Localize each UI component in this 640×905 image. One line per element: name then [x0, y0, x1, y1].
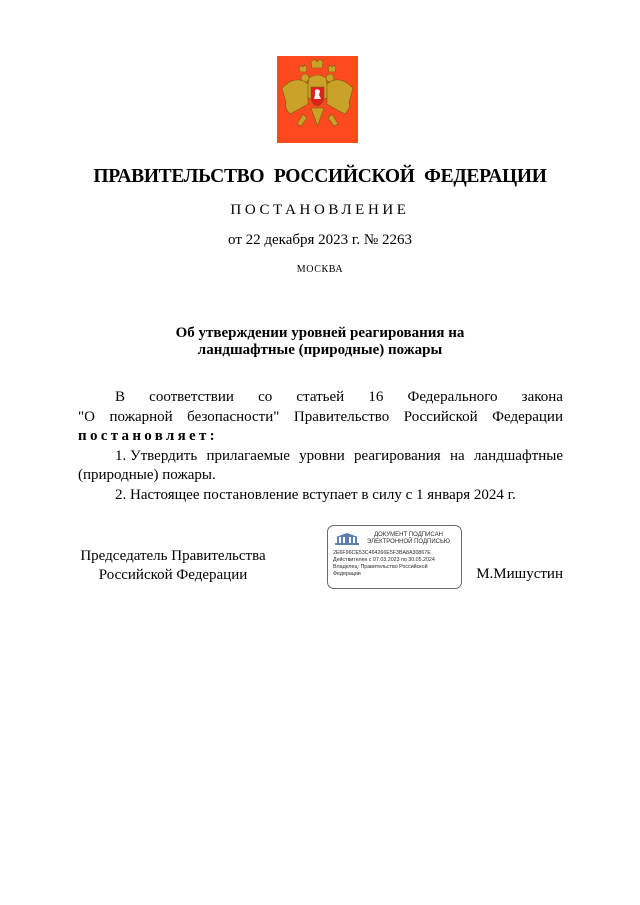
word: пожарной	[109, 408, 173, 425]
word: "О	[78, 408, 95, 425]
russian-coat-of-arms-icon	[277, 56, 358, 143]
word: 1. Утвердить	[115, 447, 198, 464]
word: закона	[521, 389, 563, 405]
word: Федерации	[492, 408, 563, 425]
decree-word: постановляет:	[78, 428, 218, 444]
stamp-header-line-2: ЭЛЕКТРОННОЙ ПОДПИСЬЮ	[367, 539, 450, 545]
word: Федерального	[407, 389, 498, 405]
paragraph-2-line-2: (природные) пожары.	[78, 467, 216, 483]
word: уровни	[299, 447, 345, 464]
paragraph-1-line-2	[78, 408, 563, 428]
stamp-owner-line-1: Владелец: Правительство Российской	[333, 564, 428, 570]
signer-title	[78, 547, 268, 585]
electronic-signature-stamp	[327, 525, 462, 589]
paragraph-1-line-1	[78, 388, 563, 408]
subject-line-2: ландшафтные (природные) пожары	[197, 342, 443, 358]
word: реагирования	[354, 447, 441, 464]
signer-title-line-1: Председатель Правительства	[80, 548, 266, 564]
signer-title-line-2: Российской Федерации	[98, 567, 248, 583]
word: на	[449, 447, 465, 464]
paragraph-2-line-1	[78, 447, 563, 467]
document-city: МОСКВА	[296, 264, 344, 275]
stamp-header	[358, 532, 459, 546]
document-date-number: от 22 декабря 2023 г. № 2263	[228, 232, 412, 248]
subject-line-1: Об утверждении уровней реагирования на	[175, 325, 465, 341]
word: Правительство	[293, 408, 390, 425]
stamp-owner-line-2: Федерации	[333, 571, 361, 577]
word: статьей	[296, 389, 345, 405]
word: Российской	[403, 408, 478, 425]
stamp-validity: Действителен с 07.03.2023 по 30.05.2024	[333, 557, 435, 563]
word: прилагаемые	[206, 447, 290, 464]
word: 16	[368, 389, 384, 405]
government-building-icon	[334, 532, 360, 546]
stamp-certificate: 2E6F96CE53C464266E5F3BA8A30867E	[333, 550, 431, 556]
word: соответствии	[149, 389, 234, 405]
government-title: ПРАВИТЕЛЬСТВО РОССИЙСКОЙ ФЕДЕРАЦИИ	[93, 166, 547, 187]
signer-name: М.Мишустин	[476, 566, 563, 582]
word: со	[258, 389, 273, 405]
word: В	[115, 389, 126, 405]
stamp-header-line-1: ДОКУМЕНТ ПОДПИСАН	[374, 532, 443, 538]
word: безопасности"	[187, 408, 280, 425]
document-body	[78, 388, 563, 505]
stamp-details	[333, 550, 458, 578]
paragraph-3: 2. Настоящее постановление вступает в силу с 1 января 2024 г.	[115, 486, 516, 503]
word: ландшафтные	[473, 447, 563, 464]
document-type: ПОСТАНОВЛЕНИЕ	[230, 202, 410, 218]
document-subject	[0, 325, 640, 359]
